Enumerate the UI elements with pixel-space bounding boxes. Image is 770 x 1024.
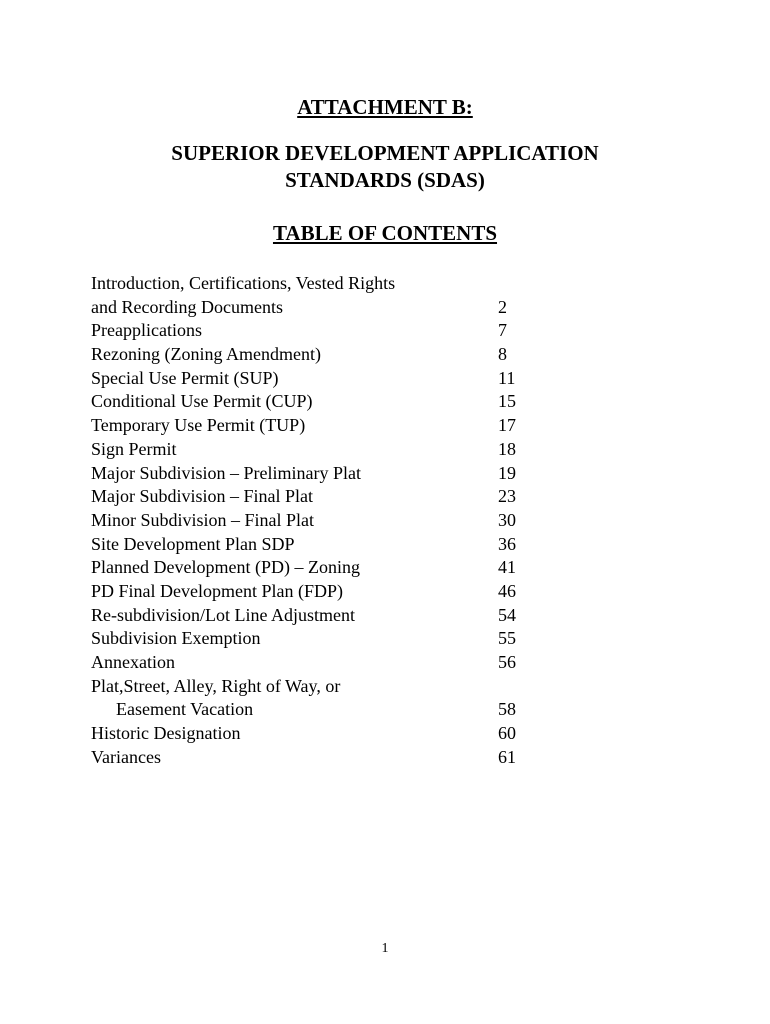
attachment-heading: ATTACHMENT B:	[297, 95, 473, 119]
toc-entry-page: 46	[498, 580, 516, 601]
toc-entry-page: 8	[498, 344, 507, 365]
toc-entry	[91, 438, 531, 462]
toc-entry-label: Re-subdivision/Lot Line Adjustment	[91, 604, 355, 625]
toc-entry-label: Conditional Use Permit (CUP)	[91, 391, 313, 412]
toc-entry	[91, 485, 531, 509]
toc-entry-page: 60	[498, 723, 516, 744]
toc-entry-page: 23	[498, 486, 516, 507]
toc-entry-page: 7	[498, 320, 507, 341]
document-title-line-2: STANDARDS (SDAS)	[285, 168, 485, 192]
toc-entry-page: 55	[498, 628, 516, 649]
toc-entry-label: Site Development Plan SDP	[91, 533, 295, 554]
toc-entry	[91, 296, 531, 320]
toc-entry-page: 58	[498, 699, 516, 720]
toc-entry	[91, 556, 531, 580]
toc-entry-label: Preapplications	[91, 320, 202, 341]
toc-entry-page: 30	[498, 509, 516, 530]
toc-entry-page: 36	[498, 533, 516, 554]
toc-entry-label: Introduction, Certifications, Vested Rights	[91, 273, 396, 293]
toc-entry-page: 19	[498, 462, 516, 483]
toc-entry-page: 61	[498, 746, 516, 767]
toc-entry-label: Easement Vacation	[116, 699, 254, 720]
toc-entry-label: Minor Subdivision – Final Plat	[91, 509, 315, 530]
toc-entry-label: Annexation	[91, 652, 175, 672]
toc-entry-page: 11	[498, 367, 516, 388]
toc-entry	[91, 746, 531, 770]
toc-entry	[91, 319, 531, 343]
toc-entry	[91, 627, 531, 651]
toc-entry	[91, 722, 531, 746]
document-title-line-1: SUPERIOR DEVELOPMENT APPLICATION	[171, 141, 599, 165]
toc-entry-label: Rezoning (Zoning Amendment)	[91, 344, 321, 365]
toc-entry	[91, 343, 531, 367]
toc-entry	[91, 390, 531, 414]
toc-entry-label: Variances	[91, 746, 161, 767]
toc-entry-label: Major Subdivision – Preliminary Plat	[91, 462, 361, 483]
toc-entry	[91, 580, 531, 604]
toc-entry	[91, 533, 531, 557]
toc-entry-page: 56	[498, 652, 516, 672]
page-number: 1	[381, 941, 389, 956]
toc-entry-label: PD Final Development Plan (FDP)	[91, 580, 343, 601]
toc-entry-page: 2	[498, 296, 507, 317]
toc-entry-label: Special Use Permit (SUP)	[91, 367, 279, 388]
toc-entry	[91, 414, 531, 438]
toc-entry-label: Historic Designation	[91, 723, 241, 744]
toc-entry	[91, 675, 531, 699]
toc-entry	[91, 462, 531, 486]
toc-entry-page: 54	[498, 604, 516, 625]
toc-entry	[91, 272, 531, 296]
toc-entry-label: Plat,Street, Alley, Right of Way, or	[91, 675, 341, 696]
toc-entry-label: Temporary Use Permit (TUP)	[91, 415, 306, 436]
toc-heading: TABLE OF CONTENTS	[272, 221, 498, 245]
toc-entry	[91, 367, 531, 391]
toc-entry	[91, 651, 531, 675]
table-of-contents	[91, 272, 531, 769]
toc-entry-page: 18	[498, 438, 516, 459]
toc-entry-page: 41	[498, 557, 516, 578]
toc-entry-page: 15	[498, 391, 516, 412]
toc-entry	[91, 509, 531, 533]
toc-entry-page: 17	[498, 415, 516, 436]
toc-entry-label: and Recording Documents	[91, 296, 283, 317]
toc-entry	[91, 604, 531, 628]
toc-entry-label: Subdivision Exemption	[91, 628, 261, 649]
toc-entry-label: Planned Development (PD) – Zoning	[91, 557, 360, 578]
toc-entry-label: Sign Permit	[91, 438, 177, 459]
toc-entry	[91, 698, 531, 722]
toc-entry-label: Major Subdivision – Final Plat	[91, 486, 314, 507]
